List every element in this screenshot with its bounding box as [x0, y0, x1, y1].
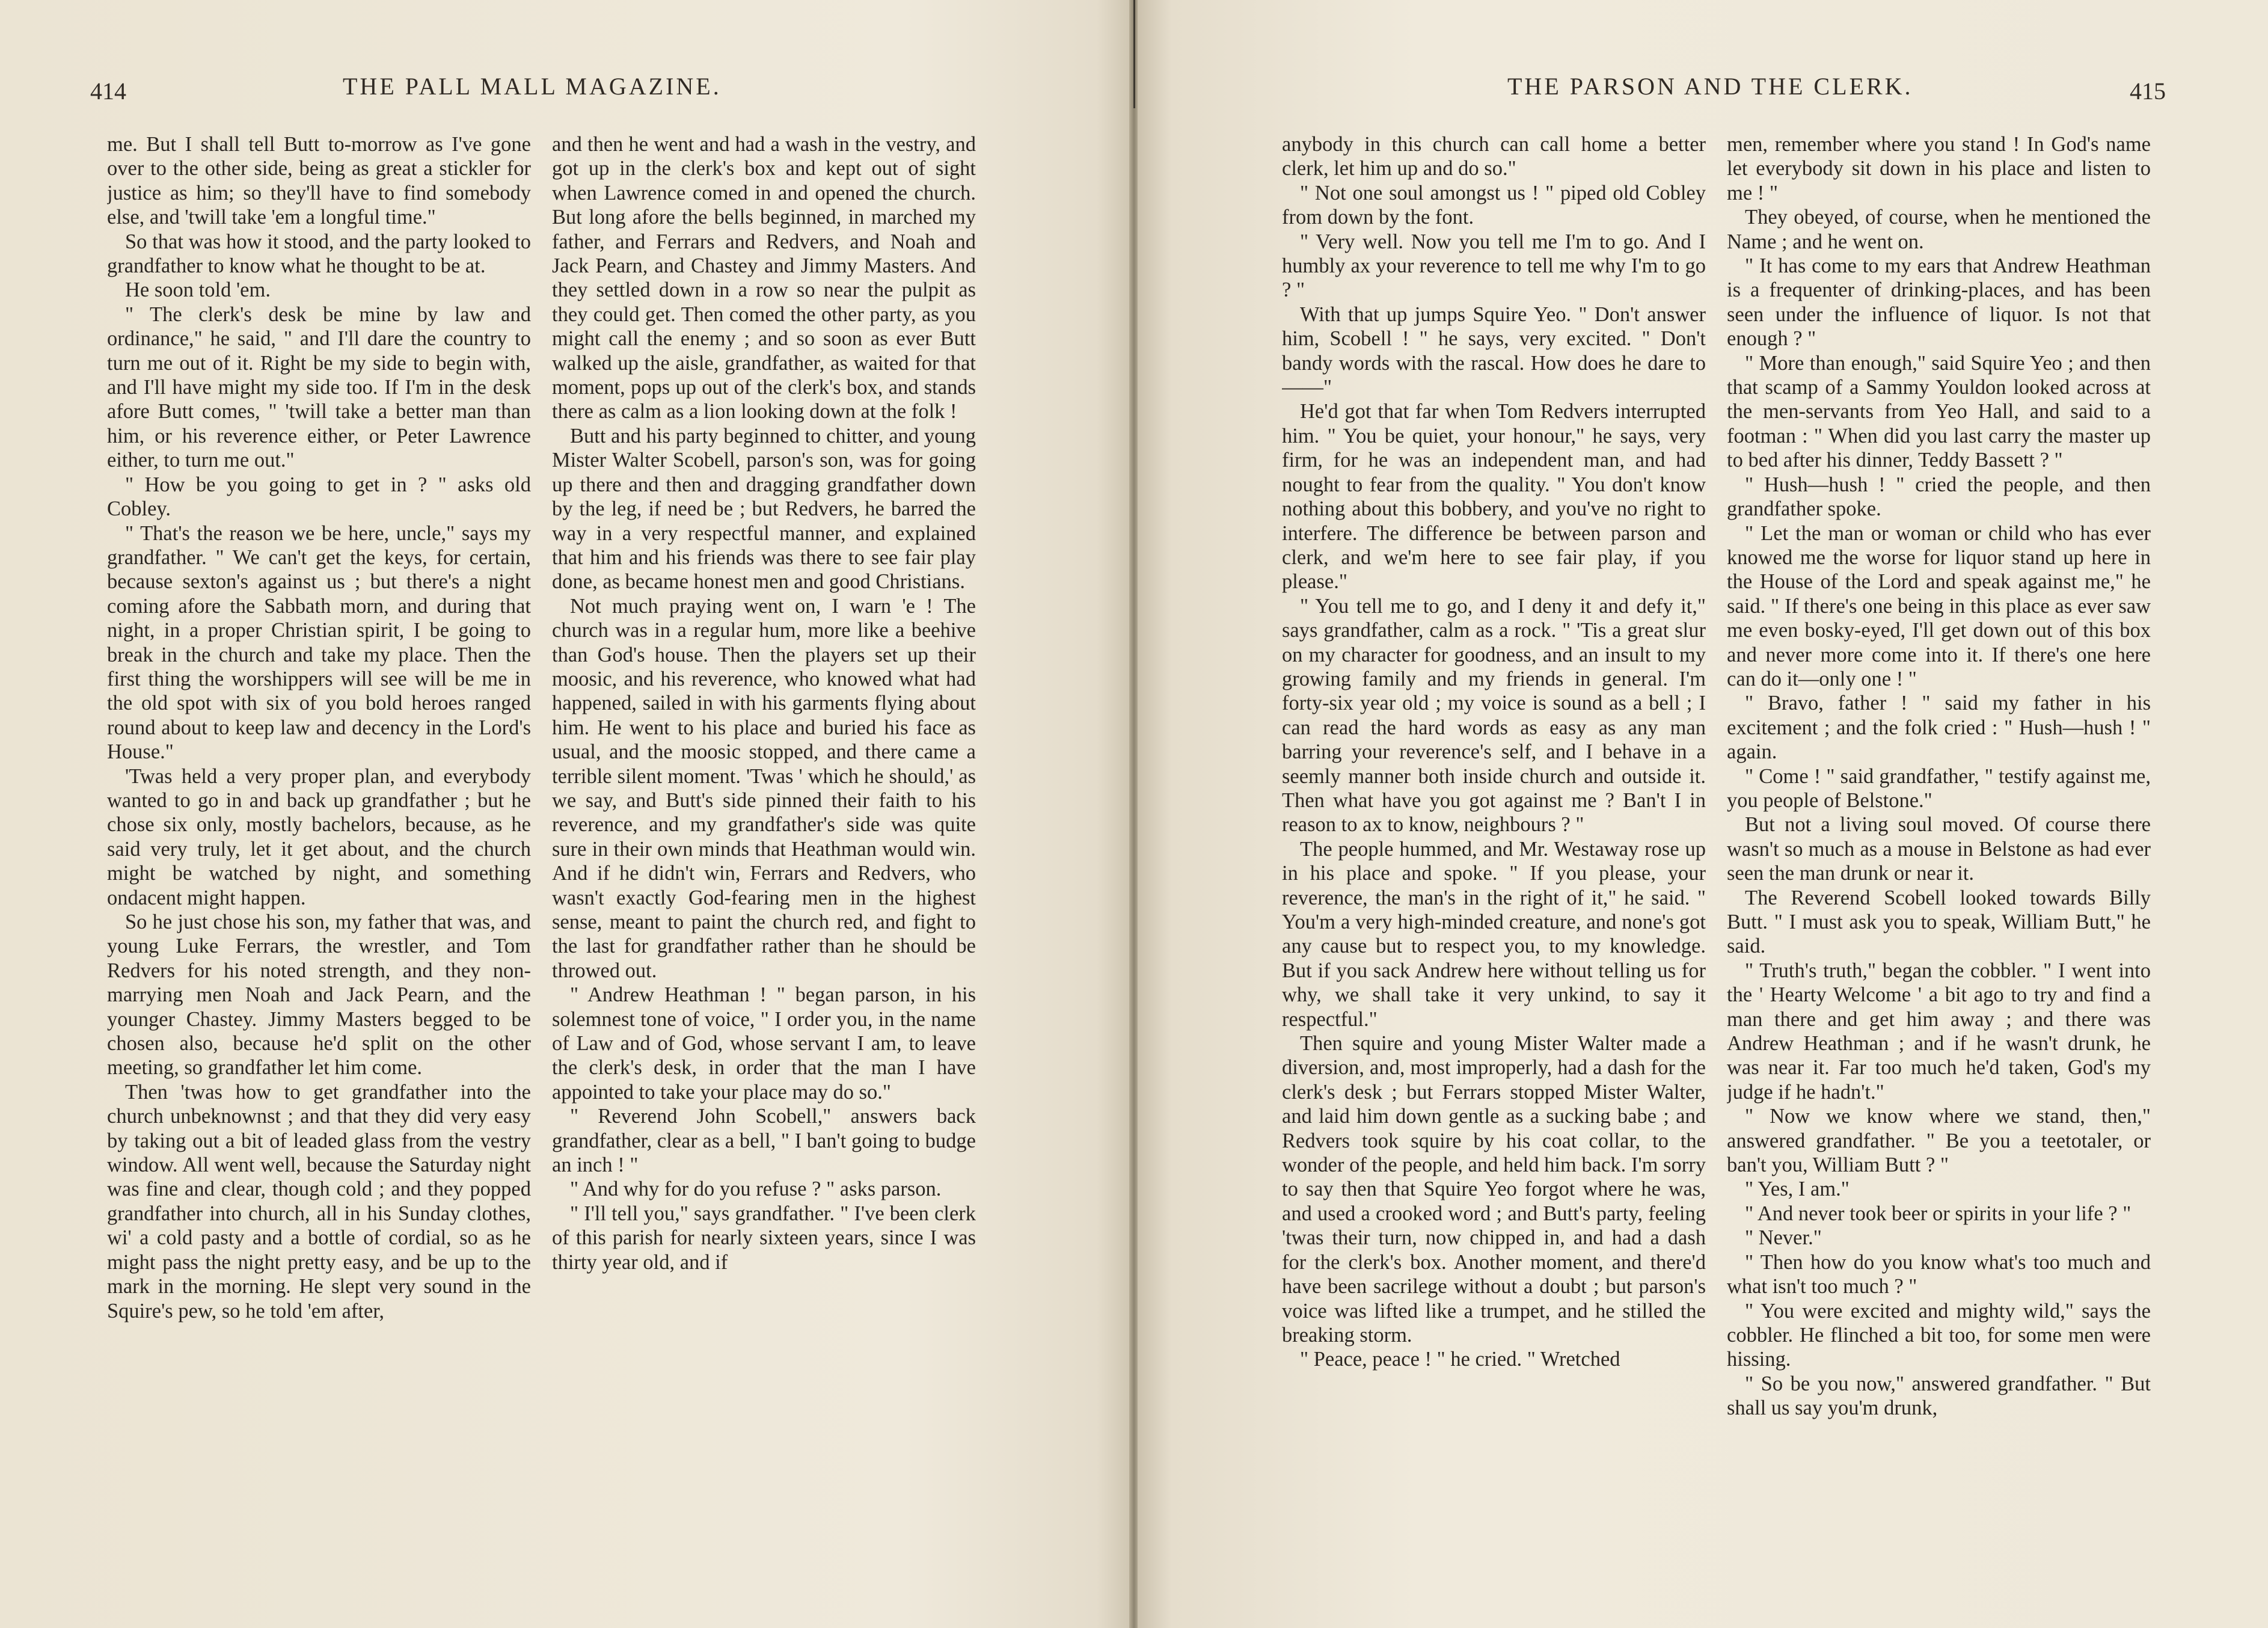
paragraph: " How be you going to get in ? " asks old Cobley. [107, 473, 531, 521]
paragraph: " So be you now," answered grandfather. " But shall us say you'm drunk, [1727, 1372, 2151, 1420]
paragraph: and then he went and had a wash in the vestry, and got up in the clerk's box and kept out of sight when Lawrence comed in and opened the church. But long afore the bells beginned, in marched my father, and Ferrars and Redvers, and Noah and Jack Pearn, and Chastey and Jimmy Masters. And they settled down in a row so near the pulpit as they could get. Then comed the other party, as you might call the enemy ; and so soon as ever Butt walked up the aisle, grandfather, as waited for that moment, pops up out of the clerk's box, and stands there as calm as a lion looking down at the folk ! [552, 133, 976, 423]
paragraph: The Reverend Scobell looked towards Billy Butt. " I must ask you to speak, William Butt," he said. [1727, 886, 2151, 958]
left-column-1 [107, 132, 531, 1588]
paragraph: " Not one soul amongst us ! " piped old Cobley from down by the font. [1282, 181, 1706, 229]
left-running-head: THE PALL MALL MAGAZINE. [343, 73, 722, 100]
paragraph: So he just chose his son, my father that was, and young Luke Ferrars, the wrestler, and Tom Redvers for his noted strength, and they non-marrying men Noah and Jack Pearn, and the younger Chastey. Jimmy Masters begged to be chosen also, because he'd split on the other meeting, so grandfather let him come. [107, 911, 531, 1080]
paragraph: The people hummed, and Mr. Westaway rose up in his place and spoke. " If you please, your reverence, the man's in the right of it," he said. " You'm a very high-minded creature, and none's got any cause but to respect you, to my knowledge. But if you sack Andrew here without telling us for why, we shall take it very unkind, to say it respectful." [1282, 837, 1706, 1031]
paragraph: " Reverend John Scobell," answers back grandfather, clear as a bell, " I ban't going to budge an inch ! " [552, 1105, 976, 1177]
right-column-1 [1282, 132, 1706, 1588]
paragraph: " Then how do you know what's too much and what isn't too much ? " [1727, 1250, 2151, 1298]
paragraph: " That's the reason we be here, uncle," says my grandfather. " We can't get the keys, for certain, because sexton's against us ; but there's a night coming afore the Sabbath morn, and during that night, in a proper Christian spirit, I be going to break in the church and take my place. Then the first thing the worshippers will see will be me in the old spot with six of you bold heroes ranged round about to keep law and decency in the Lord's House." [107, 521, 531, 764]
paragraph: anybody in this church can call home a better clerk, let him up and do so." [1282, 133, 1706, 180]
paragraph: He'd got that far when Tom Redvers interrupted him. " You be quiet, your honour," he says, very firm, for he was an independent man, and had nought to fear from the quality. " You don't know nothing about this bobbery, and you've no right to interfere. The difference be between parson and clerk, and we'm here to see fair play, if you please." [1282, 400, 1706, 594]
right-column-2 [1727, 132, 2151, 1588]
paragraph: " Very well. Now you tell me I'm to go. And I humbly ax your reverence to tell me why I'm to go ? " [1282, 230, 1706, 302]
paragraph: " Let the man or woman or child who has ever knowed me the worse for liquor stand up here in the House of the Lord and speak against me," he said. " If there's one being in this place as ever saw me even bosky-eyed, I'll get down out of this box and never more come into it. If there's one here can do it—only one ! " [1727, 521, 2151, 690]
right-page [1138, 0, 2268, 1628]
paragraph: " You tell me to go, and I deny it and defy it," says grandfather, calm as a rock. " 'Tis a great slur on my character for goodness, and an insult to my growing family and my friends in general. I'm forty-six year old ; my voice is sound as a bell ; I can read the hard words as easy as any man barring your reverence's self, and I behave in a seemly manner both inside church and outside it. Then what have you got against me ? Ban't I in reason to ax to know, neighbours ? " [1282, 594, 1706, 837]
paragraph: " Peace, peace ! " he cried. " Wretched [1300, 1348, 1620, 1371]
paragraph: " Yes, I am." [1745, 1178, 1850, 1201]
left-page [0, 0, 1130, 1628]
paragraph: Then squire and young Mister Walter made a diversion, and, most improperly, had a dash for the clerk's desk ; but Ferrars stopped Mister Walter, and laid him down gentle as a sucking babe ; and Redvers took squire by his coat collar, to the wonder of the people, and held him back. I'm sorry to say then that Squire Yeo forgot where he was, and used a crooked word ; and Butt's party, feeling 'twas their turn, now chipped in, and had a dash for the clerk's box. Another moment, and there'd have been sacrilege without a doubt ; but parson's voice was lifted like a trumpet, and he stilled the breaking storm. [1282, 1032, 1706, 1347]
paragraph: " You were excited and mighty wild," says the cobbler. He flinched a bit too, for some men were hissing. [1727, 1299, 2151, 1371]
right-running-head: THE PARSON AND THE CLERK. [1507, 73, 1913, 100]
paragraph: " Andrew Heathman ! " began parson, in his solemnest tone of voice, " I order you, in the name of Law and of God, whose servant I am, to leave the clerk's desk, in order that the man I have appointed to take your place may do so." [552, 983, 976, 1104]
paragraph: " Hush—hush ! " cried the people, and then grandfather spoke. [1727, 473, 2151, 521]
right-page-number: 415 [2130, 78, 2166, 105]
paragraph: " The clerk's desk be mine by law and ordinance," he said, " and I'll dare the country to turn me out of it. Right be my side to begin with, and I'll have might my side too. If I'm in the desk afore Butt comes, " 'twill take a better man than him, or his reverence either, or Peter Lawrence either, to turn me out." [107, 303, 531, 472]
paragraph: " It has come to my ears that Andrew Heathman is a frequenter of drinking-places, and has been seen under the influence of liquor. Is not that enough ? " [1727, 254, 2151, 351]
paragraph: Butt and his party beginned to chitter, and young Mister Walter Scobell, parson's son, was for going up there and then and dragging grandfather down by the leg, if need be ; but Redvers, he barred the way in a very respectful manner, and explained that him and his friends was there to see fair play done, as became honest men and good Christians. [552, 424, 976, 594]
left-column-2 [552, 132, 976, 1588]
paragraph: " More than enough," said Squire Yeo ; and then that scamp of a Sammy Youldon looked across at the men-servants from Yeo Hall, and said to a footman : " When did you last carry the master up to bed after his dinner, Teddy Bassett ? " [1727, 351, 2151, 472]
paragraph: " Never." [1745, 1226, 1822, 1250]
paragraph: He soon told 'em. [125, 278, 271, 302]
paragraph: With that up jumps Squire Yeo. " Don't answer him, Scobell ! " he says, very excited. " Don't bandy words with the rascal. How does he dare to——" [1282, 303, 1706, 399]
paragraph: 'Twas held a very proper plan, and everybody wanted to go in and back up grandfather ; but he chose six only, mostly bachelors, because, as he said very truly, let it get about, and the church might be watched by night, and something ondacent might happen. [107, 764, 531, 909]
paragraph: " And never took beer or spirits in your life ? " [1745, 1202, 2132, 1225]
paragraph: But not a living soul moved. Of course there wasn't so much as a mouse in Belstone as had ever seen the man drunk or near it. [1727, 813, 2151, 885]
paragraph: " I'll tell you," says grandfather. " I've been clerk of this parish for nearly sixteen years, since I was thirty year old, and if [552, 1202, 976, 1274]
left-page-number: 414 [90, 78, 126, 105]
paragraph: " And why for do you refuse ? " asks parson. [570, 1178, 942, 1201]
paragraph: Not much praying went on, I warn 'e ! The church was in a regular hum, more like a beehive than God's house. Then the players set up their moosic, and his reverence, who knowed what had happened, sailed in with his garments flying about him. He went to his place and buried his face as usual, and the moosic stopped, and there came a terrible silent moment. 'Twas ' which he should,' as we say, and Butt's side pinned their faith to his reverence, and my grandfather's side was quite sure in their own minds that Heathman would win. And if he didn't win, Ferrars and Redvers, who wasn't exactly God-fearing men in the highest sense, meant to paint the church red, and fight to the last for grandfather rather than he should be throwed out. [552, 594, 976, 982]
paragraph: Then 'twas how to get grandfather into the church unbeknownst ; and that they did very easy by taking out a bit of leaded glass from the vestry window. All went well, because the Saturday night was fine and clear, though cold ; and they popped grandfather into church, all in his Sunday clothes, wi' a cold pasty and a bottle of cordial, so as he might pass the night pretty easy, and be up to the mark in the morning. He slept very sound in the Squire's pew, so he told 'em after, [107, 1080, 531, 1322]
paragraph: They obeyed, of course, when he mentioned the Name ; and he went on. [1727, 206, 2151, 253]
paragraph: men, remember where you stand ! In God's name let everybody sit down in his place and listen to me ! " [1727, 133, 2151, 204]
paragraph: " Now we know where we stand, then," answered grandfather. " Be you a teetotaler, or ban't you, William Butt ? " [1727, 1105, 2151, 1177]
paragraph: So that was how it stood, and the party looked to grandfather to know what he thought to be at. [107, 230, 531, 278]
paragraph: " Come ! " said grandfather, " testify against me, you people of Belstone." [1727, 764, 2151, 812]
paragraph: " Bravo, father ! " said my father in his excitement ; and the folk cried : " Hush—hush ! " again. [1727, 692, 2151, 764]
paragraph: " Truth's truth," began the cobbler. " I went into the ' Hearty Welcome ' a bit ago to try and find a man there and get him away ; and there was Andrew Heathman ; and if he wasn't drunk, he was near it. Far too much he'd taken, God's my judge if he hadn't." [1727, 959, 2151, 1104]
gutter-line [1133, 0, 1135, 108]
paragraph: me. But I shall tell Butt to-morrow as I've gone over to the other side, being as great a stickler for justice as him; so they'll have to find somebody else, and 'twill take 'em a longful time." [107, 133, 531, 229]
